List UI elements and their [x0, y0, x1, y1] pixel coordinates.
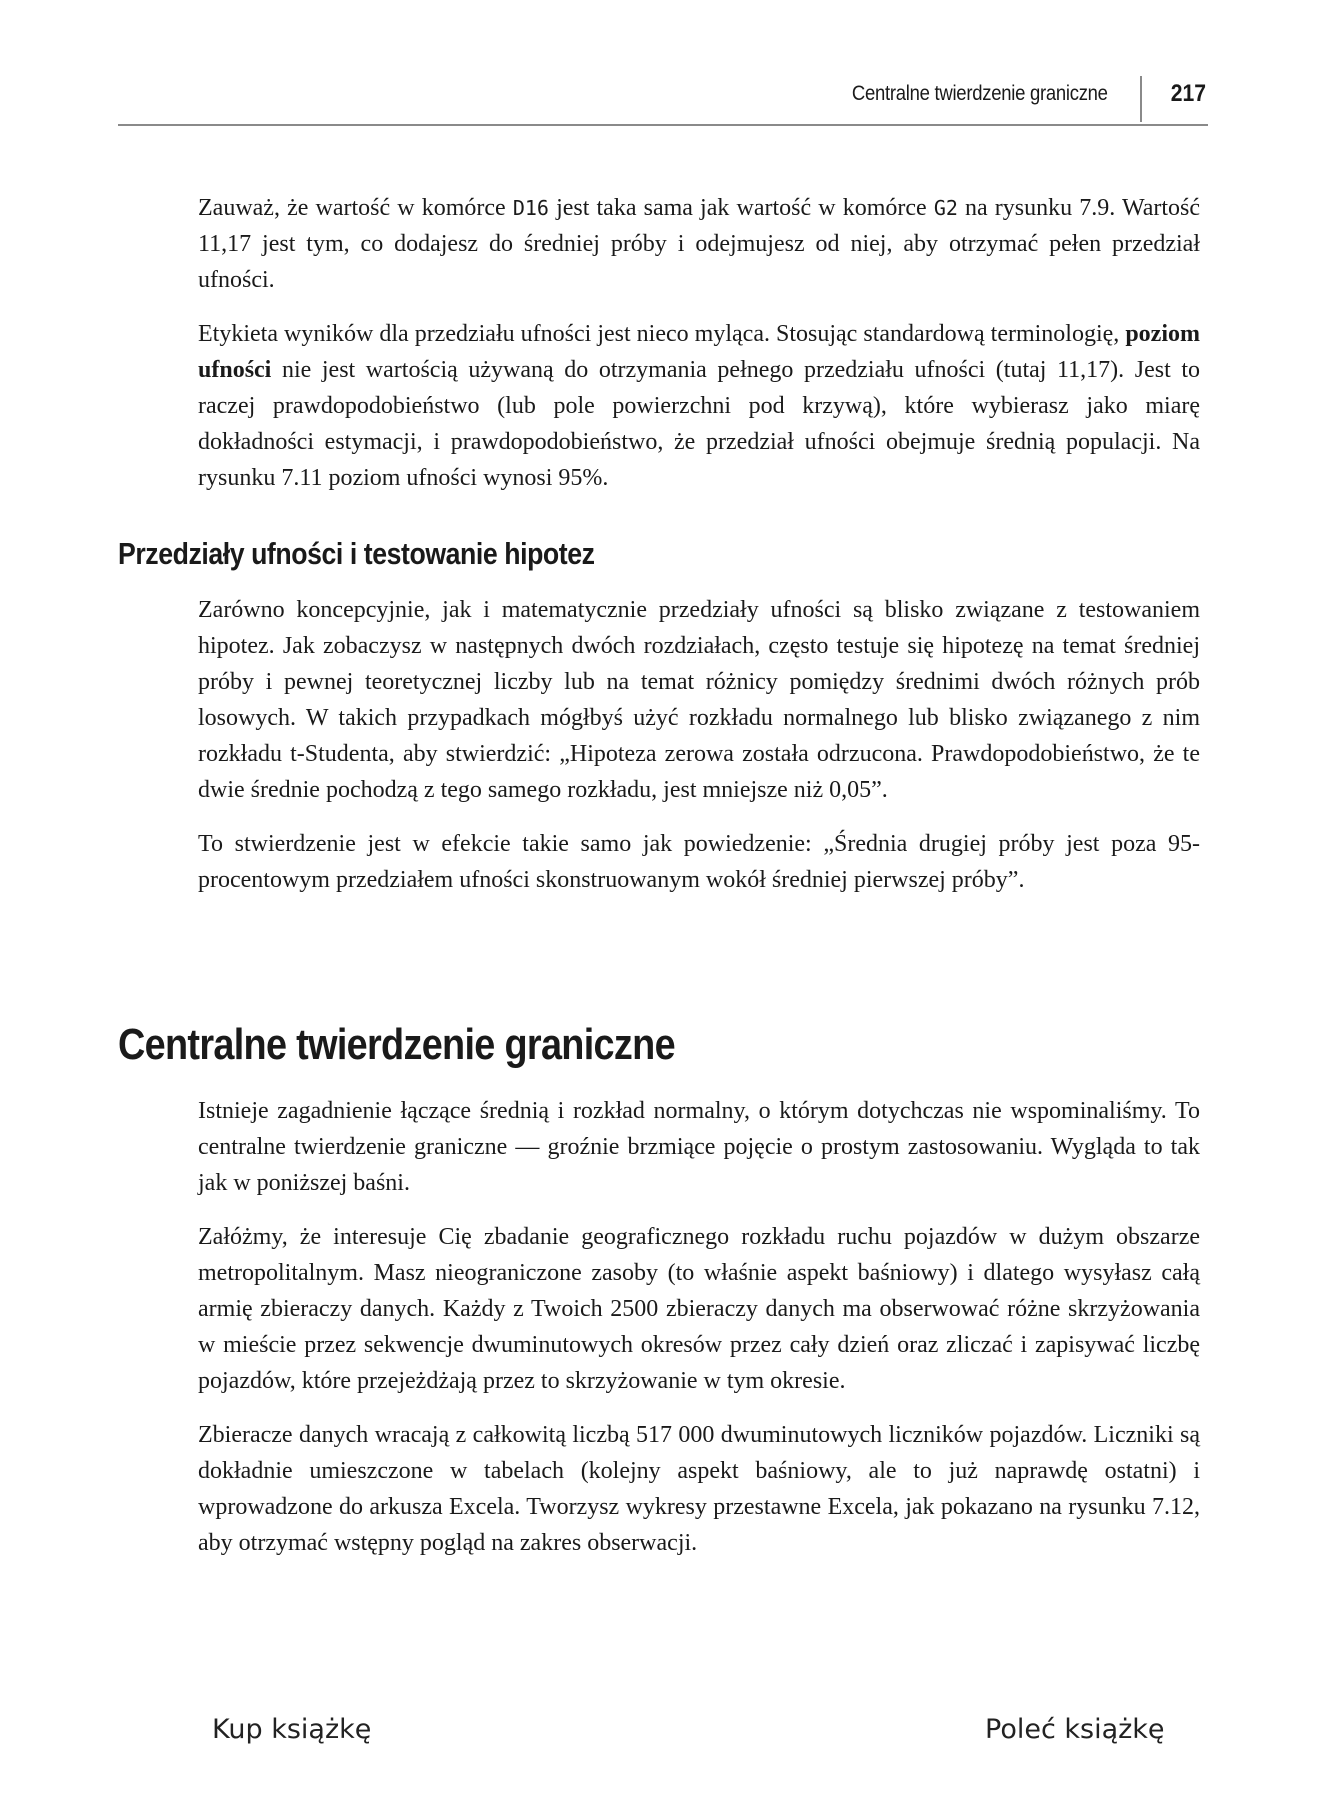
section-heading: Przedziały ufności i testowanie hipotez [118, 536, 595, 571]
paragraph-counters: Zbieracze danych wracają z całkowitą liczbą 517 000 dwuminutowych liczników pojazdów. Liczniki są dokładnie umieszczone w tabelach (kolejny aspekt baśniowy, ale to już naprawdę ostatni) i wprowadzone do arkusza Excela. Tworzysz wykresy przestawne Excela, jak pokazano na rysunku 7.12, aby otrzymać wstępny pogląd na zakres obserwacji. [198, 1422, 1200, 1556]
paragraph-statement: To stwierdzenie jest w efekcie takie samo jak powiedzenie: „Średnia drugiej próby jest poza 95-procentowym przedziałem ufności skonstruowanym wokół średniej pierwszej próby”. [198, 831, 1200, 893]
buy-book-link[interactable]: Kup książkę [212, 1714, 372, 1745]
recommend-book-link[interactable]: Poleć książkę [985, 1714, 1165, 1745]
paragraph-clt-intro: Istnieje zagadnienie łączące średnią i rozkład normalny, o którym dotychczas nie wspominaliśmy. To centralne twierdzenie graniczne — groźnie brzmiące pojęcie o prostym zastosowaniu. Wygląda to tak jak w poniższej baśni. [198, 1098, 1200, 1196]
p1-text-c: na rysunku 7.9. Wartość 11,17 jest tym, co dodajesz do średniej próby i odejmujesz od niej, aby otrzymać pełen przedział ufności. [198, 195, 1200, 293]
chapter-heading: Centralne twierdzenie graniczne [118, 1020, 675, 1069]
paragraph-cell-note [198, 190, 1200, 298]
hypothesis-block [198, 592, 1200, 916]
term-confidence-level: poziom ufności [198, 321, 1200, 383]
paragraph-traffic: Załóżmy, że interesuje Cię zbadanie geograficznego rozkładu ruchu pojazdów w dużym obszarze metropolitalnym. Masz nieograniczone zasoby (to właśnie aspekt baśniowy) i dlatego wysyłasz całą armię zbieraczy danych. Każdy z Twoich 2500 zbieraczy danych ma obserwować różne skrzyżowania w mieście przez sekwencje dwuminutowych okresów przez cały dzień oraz zliczać i zapisywać liczbę pojazdów, które przejeżdżają przez to skrzyżowanie w tym okresie. [198, 1224, 1200, 1394]
cell-ref-d16: D16 [512, 196, 549, 220]
running-header [118, 72, 1208, 126]
header-divider [1140, 76, 1142, 122]
p1-text-b: jest taka sama jak wartość w komórce [548, 195, 934, 221]
paragraph-hypothesis: Zarówno koncepcyjnie, jak i matematycznie przedziały ufności są blisko związane z testowaniem hipotez. Jak zobaczysz w następnych dwóch rozdziałach, często testuje się hipotezę na temat średniej próby i pewnej teoretycznej liczby lub na temat różnicy pomiędzy średnimi dwóch różnych prób losowych. W takich przypadkach mógłbyś użyć rozkładu normalnego lub blisko związanego z nim rozkładu t-Studenta, aby stwierdzić: „Hipoteza zerowa została odrzucona. Prawdopodobieństwo, że te dwie średnie pochodzą z tego samego rozkładu, jest mniejsze niż 0,05”. [198, 597, 1200, 803]
page-number: 217 [1170, 80, 1206, 107]
p2-text-a: Etykieta wyników dla przedziału ufności jest nieco myląca. Stosując standardową terminologię, [198, 321, 1126, 347]
clt-block [198, 1093, 1200, 1579]
p1-text-a: Zauważ, że wartość w komórce [198, 195, 513, 221]
intro-block [198, 190, 1200, 514]
paragraph-confidence-label [198, 316, 1200, 496]
p2-text-b: nie jest wartością używaną do otrzymania pełnego przedziału ufności (tutaj 11,17). Jest to raczej prawdopodobieństwo (lub pole powierzchni pod krzywą), które wybierasz jako miarę dokładności estymacji, i prawdopodobieństwo, że przedział ufności obejmuje średnią populacji. Na rysunku 7.11 poziom ufności wynosi 95%. [198, 357, 1200, 491]
cell-ref-g2: G2 [933, 196, 958, 220]
running-header-title: Centralne twierdzenie graniczne [852, 82, 1108, 105]
